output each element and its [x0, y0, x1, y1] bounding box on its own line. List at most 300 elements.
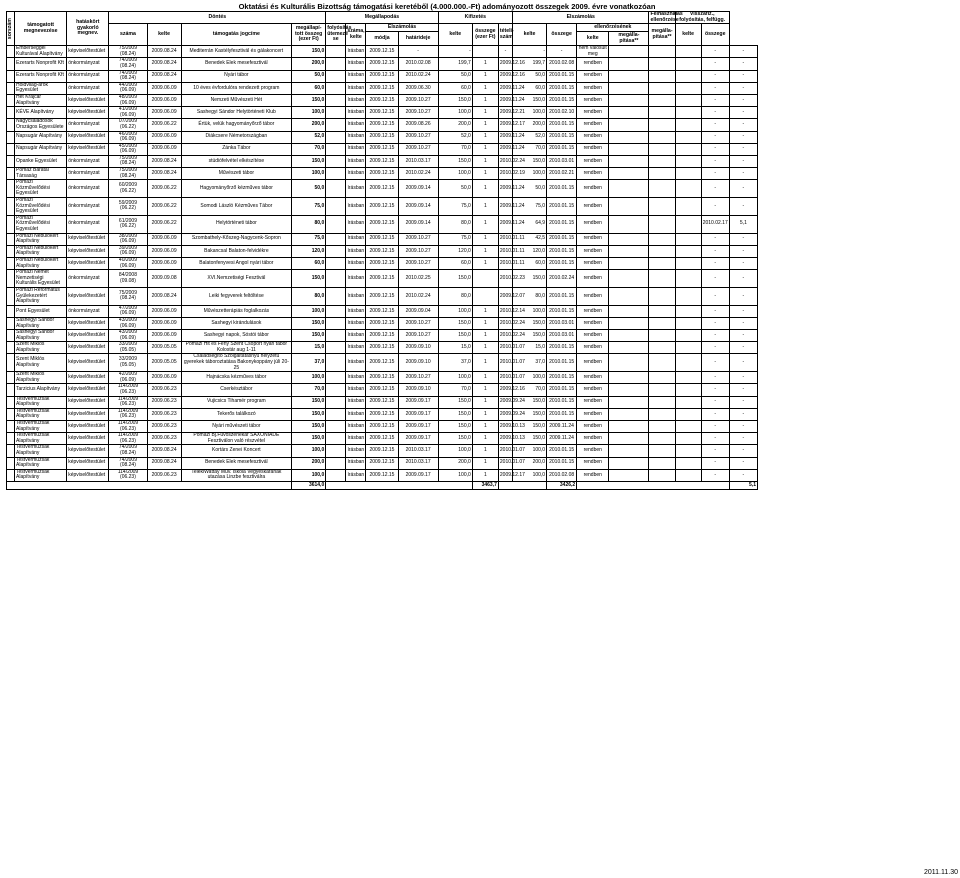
table-row	[7, 168, 758, 180]
item-count: 1	[472, 408, 498, 420]
header-kelte: kelte	[147, 24, 181, 46]
empty-cell	[675, 180, 701, 198]
disbursement-schedule	[326, 119, 346, 131]
control-date: 2010.01.15	[547, 180, 577, 198]
grantee-name: Pomázi Nebulókért Alapítvány	[15, 233, 67, 245]
authority: önkormányzat	[67, 180, 109, 198]
control-date: 2010.02.10	[547, 107, 577, 119]
disbursement-schedule	[326, 384, 346, 396]
settlement-amount: 150,0	[512, 330, 546, 342]
decision-number: 60/2009 (06.22)	[109, 180, 147, 198]
return-date: -	[701, 330, 729, 342]
settlement-amount: 52,0	[512, 131, 546, 143]
granted-amount: 100,0	[292, 469, 326, 481]
grant-purpose: Pomázi Hit és Fény Szent Csoport nyári tábor Kolostár aug 1-11	[181, 342, 291, 354]
control-date: 2010.03.01	[547, 155, 577, 167]
decision-date: 2009.06.09	[147, 372, 181, 384]
decision-date: 2009.06.23	[147, 469, 181, 481]
settlement-deadline: 2009.12.15	[366, 198, 398, 216]
empty-cell	[649, 457, 675, 469]
decision-number: 75/2009 (08.24)	[109, 168, 147, 180]
settlement-date: 2009.12.16	[498, 70, 512, 82]
control-date: 2010.01.15	[547, 287, 577, 305]
empty-cell	[675, 82, 701, 94]
payment-amount: 100,0	[438, 107, 472, 119]
return-amount: -	[729, 94, 757, 106]
header-megallapitott: megállapí-tott összeg (ezer Ft)	[292, 24, 326, 46]
settlement-mode: írásban	[346, 421, 366, 433]
return-amount: -	[729, 287, 757, 305]
granted-amount: 100,0	[292, 168, 326, 180]
empty-cell	[609, 270, 649, 288]
granted-amount: 70,0	[292, 143, 326, 155]
control-date: 2010.01.15	[547, 342, 577, 354]
row-index	[7, 305, 15, 317]
row-index	[7, 421, 15, 433]
payment-date: 2009.09.14	[398, 198, 438, 216]
return-amount: -	[729, 245, 757, 257]
settlement-mode: írásban	[346, 270, 366, 288]
settlement-mode: írásban	[346, 342, 366, 354]
settlement-date: 2010.01.11	[498, 245, 512, 257]
payment-amount: 150,0	[438, 270, 472, 288]
settlement-deadline: 2009.12.15	[366, 421, 398, 433]
control-finding: rendben	[577, 396, 609, 408]
decision-number: 61/2009 (06.22)	[109, 215, 147, 233]
grant-purpose: Hagyományőrző kézműves tábor	[181, 180, 291, 198]
empty-cell	[649, 58, 675, 70]
grantee-name: Pomázi Közművelődési Egyesület	[15, 198, 67, 216]
decision-number: 74/2009 (08.24)	[109, 445, 147, 457]
authority: képviselőtestület	[67, 372, 109, 384]
control-finding: rendben	[577, 82, 609, 94]
table-row	[7, 396, 758, 408]
table-row	[7, 215, 758, 233]
table-row	[7, 245, 758, 257]
settlement-amount: 150,0	[512, 396, 546, 408]
return-date: -	[701, 396, 729, 408]
grantee-name: Opanke Egyesület	[15, 155, 67, 167]
empty-cell	[675, 287, 701, 305]
disbursement-schedule	[326, 215, 346, 233]
settlement-mode: írásban	[346, 445, 366, 457]
settlement-amount: 150,0	[512, 94, 546, 106]
grant-purpose: Nyári tábor	[181, 70, 291, 82]
settlement-mode: írásban	[346, 433, 366, 445]
empty-cell	[675, 233, 701, 245]
item-count: 1	[472, 58, 498, 70]
decision-date: 2009.08.24	[147, 445, 181, 457]
table-row	[7, 198, 758, 216]
grant-purpose: Kortárs Zenei Koncert	[181, 445, 291, 457]
return-amount: 5,1	[729, 215, 757, 233]
authority: képviselőtestület	[67, 408, 109, 420]
control-date: 2010.01.15	[547, 408, 577, 420]
disbursement-schedule	[326, 58, 346, 70]
decision-number: 75/2009 (08.24)	[109, 46, 147, 58]
settlement-amount: 150,0	[512, 408, 546, 420]
empty-cell	[649, 46, 675, 58]
settlement-date: 2010.01.11	[498, 257, 512, 269]
disbursement-schedule	[326, 305, 346, 317]
granted-amount: 150,0	[292, 396, 326, 408]
header-elsz-kelte: kelte	[512, 24, 546, 46]
settlement-mode: írásban	[346, 457, 366, 469]
grantee-name: Testvérmúzsák Alapítvány	[15, 421, 67, 433]
settlement-mode: írásban	[346, 155, 366, 167]
control-date: -	[547, 46, 577, 58]
decision-number: 45/2009 (06.09)	[109, 143, 147, 155]
settlement-date: 2010.01.07	[498, 445, 512, 457]
decision-number: 33/2009 (05.05)	[109, 354, 147, 372]
empty-cell	[675, 58, 701, 70]
return-amount: -	[729, 107, 757, 119]
settlement-date: 2010.02.19	[498, 168, 512, 180]
empty-cell	[649, 396, 675, 408]
grant-purpose: TelekiWattay Műv. Iskola Vegyeskarának utazása Linzbe fesztiválra	[181, 469, 291, 481]
total-settled: 3426,2	[547, 481, 577, 489]
header-fel-megall: megálla- pítása**	[649, 24, 675, 46]
granted-amount: 150,0	[292, 94, 326, 106]
settlement-amount: 60,0	[512, 82, 546, 94]
control-date: 2010.01.15	[547, 143, 577, 155]
settlement-mode: írásban	[346, 107, 366, 119]
settlement-amount: 70,0	[512, 384, 546, 396]
return-amount: -	[729, 58, 757, 70]
control-finding: rendben	[577, 215, 609, 233]
grantee-name: Pomázi Nebulókért Alapítvány	[15, 257, 67, 269]
empty-cell	[675, 215, 701, 233]
decision-date: 2009.06.09	[147, 305, 181, 317]
decision-number: 84/2008 (09.08)	[109, 270, 147, 288]
row-index	[7, 457, 15, 469]
payment-amount: 150,0	[438, 396, 472, 408]
grants-table	[6, 11, 758, 490]
table-row	[7, 408, 758, 420]
settlement-amount: 60,0	[512, 257, 546, 269]
row-index	[7, 215, 15, 233]
control-finding: rendben	[577, 143, 609, 155]
row-index	[7, 58, 15, 70]
table-row	[7, 445, 758, 457]
item-count: 1	[472, 119, 498, 131]
payment-amount: 150,0	[438, 94, 472, 106]
decision-number: 74/2009 (08.24)	[109, 58, 147, 70]
settlement-deadline: 2009.12.15	[366, 433, 398, 445]
grant-purpose: Családsegítő Szolgáltatásnyú helyzetű gyerekek táboroztatása Bakonykoppány júli 20-25	[181, 354, 291, 372]
table-row	[7, 342, 758, 354]
empty-cell	[675, 433, 701, 445]
row-index	[7, 408, 15, 420]
row-index	[7, 198, 15, 216]
settlement-deadline: 2009.12.15	[366, 82, 398, 94]
header-vissza-kelte: kelte	[675, 24, 701, 46]
settlement-mode: írásban	[346, 131, 366, 143]
settlement-mode: írásban	[346, 143, 366, 155]
item-count: 1	[472, 107, 498, 119]
empty-cell	[609, 58, 649, 70]
return-amount: -	[729, 433, 757, 445]
settlement-date: 2009.10.13	[498, 433, 512, 445]
settlement-amount: 100,0	[512, 107, 546, 119]
settlement-amount: 150,0	[512, 317, 546, 329]
settlement-date: 2009.09.24	[498, 396, 512, 408]
control-finding: rendben	[577, 342, 609, 354]
row-index	[7, 469, 15, 481]
grantee-name: Sashegyi Sándor Alapítvány	[15, 317, 67, 329]
empty-cell	[675, 330, 701, 342]
return-amount: -	[729, 46, 757, 58]
settlement-amount: 100,0	[512, 372, 546, 384]
table-row	[7, 46, 758, 58]
grantee-name: Testvérmúzsák Alapítvány	[15, 433, 67, 445]
row-index	[7, 372, 15, 384]
empty-cell	[675, 305, 701, 317]
settlement-deadline: 2009.12.15	[366, 180, 398, 198]
payment-amount: -	[438, 46, 472, 58]
payment-amount: 150,0	[438, 317, 472, 329]
grant-purpose: Tekerős találkozó	[181, 408, 291, 420]
control-finding: rendben	[577, 180, 609, 198]
granted-amount: 100,0	[292, 372, 326, 384]
settlement-deadline: 2009.12.15	[366, 317, 398, 329]
return-date: -	[701, 143, 729, 155]
settlement-date: 2009.12.07	[498, 287, 512, 305]
control-finding: rendben	[577, 469, 609, 481]
settlement-amount: 100,0	[512, 168, 546, 180]
table-row	[7, 257, 758, 269]
decision-number: 43/2009 (06.09)	[109, 330, 147, 342]
control-finding: rendben	[577, 70, 609, 82]
control-finding: rendben	[577, 270, 609, 288]
payment-amount: 150,0	[438, 330, 472, 342]
control-finding: rendben	[577, 58, 609, 70]
payment-date: 2009.10.27	[398, 257, 438, 269]
payment-amount: 100,0	[438, 372, 472, 384]
return-date: -	[701, 257, 729, 269]
grant-purpose: Diákcsere Németországban	[181, 131, 291, 143]
decision-date: 2009.08.24	[147, 155, 181, 167]
settlement-amount: 50,0	[512, 180, 546, 198]
settlement-mode: írásban	[346, 46, 366, 58]
settlement-amount: 80,0	[512, 287, 546, 305]
empty-cell	[609, 215, 649, 233]
payment-amount: 200,0	[438, 457, 472, 469]
settlement-mode: írásban	[346, 198, 366, 216]
row-index	[7, 384, 15, 396]
payment-amount: 75,0	[438, 198, 472, 216]
settlement-mode: írásban	[346, 372, 366, 384]
settlement-date: 2010.02.24	[498, 317, 512, 329]
empty-cell	[649, 445, 675, 457]
grantee-name: Napsugár Alapítvány	[15, 143, 67, 155]
disbursement-schedule	[326, 287, 346, 305]
authority: képviselőtestület	[67, 46, 109, 58]
payment-date: 2009.10.27	[398, 131, 438, 143]
header-dontes: Döntés	[109, 12, 326, 24]
decision-date: 2009.08.24	[147, 287, 181, 305]
settlement-mode: írásban	[346, 245, 366, 257]
payment-date: 2009.10.27	[398, 330, 438, 342]
payment-amount: 60,0	[438, 82, 472, 94]
empty-cell	[649, 168, 675, 180]
disbursement-schedule	[326, 107, 346, 119]
grantee-name: Testvérmúzsák Alapítvány	[15, 457, 67, 469]
settlement-date: 2009.10.13	[498, 421, 512, 433]
settlement-amount: 100,0	[512, 469, 546, 481]
row-index	[7, 233, 15, 245]
empty-cell	[609, 457, 649, 469]
item-count: 1	[472, 82, 498, 94]
disbursement-schedule	[326, 330, 346, 342]
settlement-deadline: 2009.12.15	[366, 469, 398, 481]
header-kifizetes: Kifizetés	[438, 12, 512, 24]
granted-amount: 120,0	[292, 245, 326, 257]
return-amount: -	[729, 233, 757, 245]
control-date: 2010.01.15	[547, 215, 577, 233]
grantee-name: Testvérmúzsák Alapítvány	[15, 396, 67, 408]
settlement-mode: írásban	[346, 58, 366, 70]
disbursement-schedule	[326, 469, 346, 481]
payment-date: 2009.09.17	[398, 433, 438, 445]
payment-date: 2009.10.27	[398, 233, 438, 245]
settlement-date: 2009.12.21	[498, 107, 512, 119]
return-date: -	[701, 445, 729, 457]
decision-date: 2009.06.09	[147, 94, 181, 106]
return-amount: -	[729, 305, 757, 317]
empty-cell	[609, 342, 649, 354]
grantee-name: Szent Miklós Alapítvány	[15, 342, 67, 354]
settlement-deadline: 2009.12.15	[366, 342, 398, 354]
empty-cell	[609, 107, 649, 119]
decision-date: 2009.06.23	[147, 384, 181, 396]
empty-cell	[675, 384, 701, 396]
header-hatarideje: határideje	[398, 32, 438, 46]
return-amount: -	[729, 354, 757, 372]
disbursement-schedule	[326, 245, 346, 257]
payment-amount: 75,0	[438, 233, 472, 245]
item-count: 1	[472, 396, 498, 408]
total-amount: 3614,0	[292, 481, 326, 489]
grant-purpose: Balatonfenyvesi Angol nyári tábor	[181, 257, 291, 269]
return-amount: -	[729, 180, 757, 198]
authority: képviselőtestület	[67, 317, 109, 329]
payment-amount: 70,0	[438, 384, 472, 396]
empty-cell	[649, 317, 675, 329]
control-finding: rendben	[577, 384, 609, 396]
header-osszege: összege (ezer Ft)	[472, 24, 498, 46]
settlement-deadline: 2009.12.15	[366, 107, 398, 119]
header-megallapodas: Megállapodás	[326, 12, 438, 24]
disbursement-schedule	[326, 233, 346, 245]
settlement-amount: 37,0	[512, 354, 546, 372]
settlement-date: 2009.12.16	[498, 384, 512, 396]
empty-cell	[649, 287, 675, 305]
payment-date: 2009.09.17	[398, 469, 438, 481]
settlement-mode: írásban	[346, 305, 366, 317]
empty-cell	[609, 257, 649, 269]
settlement-date: 2009.11.24	[498, 198, 512, 216]
grant-purpose: XVI.Nemzetiségi Fesztivál	[181, 270, 291, 288]
settlement-date: 2009.11.24	[498, 215, 512, 233]
item-count: 1	[472, 143, 498, 155]
empty-cell	[609, 317, 649, 329]
return-date: -	[701, 317, 729, 329]
disbursement-schedule	[326, 433, 346, 445]
table-row	[7, 287, 758, 305]
control-finding: nem valósult meg	[577, 46, 609, 58]
decision-date: 2009.06.23	[147, 433, 181, 445]
control-finding: rendben	[577, 107, 609, 119]
authority: képviselőtestület	[67, 421, 109, 433]
empty-cell	[609, 384, 649, 396]
item-count: 1	[472, 305, 498, 317]
total-paid: 3463,7	[472, 481, 498, 489]
decision-number: 43/2009 (06.09)	[109, 317, 147, 329]
item-count: 1	[472, 155, 498, 167]
empty-cell	[675, 317, 701, 329]
grantee-name: Testvérmúzsák Alapítvány	[15, 445, 67, 457]
settlement-date: 2009.11.24	[498, 180, 512, 198]
authority: képviselőtestület	[67, 94, 109, 106]
control-date: 2010.01.15	[547, 233, 577, 245]
payment-date: 2009.10.27	[398, 107, 438, 119]
authority: önkormányzat	[67, 119, 109, 131]
granted-amount: 80,0	[292, 287, 326, 305]
item-count: 1	[472, 168, 498, 180]
return-date: -	[701, 70, 729, 82]
decision-date: 2009.08.24	[147, 168, 181, 180]
disbursement-schedule	[326, 421, 346, 433]
settlement-deadline: 2009.12.15	[366, 287, 398, 305]
disbursement-schedule	[326, 396, 346, 408]
grant-purpose: Szombathely-Kőszeg-Nagycenk-Sopron	[181, 233, 291, 245]
settlement-mode: írásban	[346, 317, 366, 329]
empty-cell	[675, 457, 701, 469]
settlement-deadline: 2009.12.15	[366, 168, 398, 180]
settlement-amount: 75,0	[512, 198, 546, 216]
decision-date: 2009.05.05	[147, 354, 181, 372]
return-date: -	[701, 372, 729, 384]
payment-date: 2010.02.08	[398, 58, 438, 70]
authority: képviselőtestület	[67, 469, 109, 481]
empty-cell	[649, 270, 675, 288]
authority: önkormányzat	[67, 270, 109, 288]
control-finding: rendben	[577, 317, 609, 329]
decision-number: 75/2009 (08.24)	[109, 155, 147, 167]
empty-cell	[649, 408, 675, 420]
granted-amount: 150,0	[292, 270, 326, 288]
grant-purpose: Pomázi Bj.Fúvószenekar SAXONIADE Fesztiválon való részvétel	[181, 433, 291, 445]
decision-date: 2009.06.09	[147, 143, 181, 155]
settlement-date: 2010.02.24	[498, 330, 512, 342]
item-count	[472, 46, 498, 58]
authority: képviselőtestület	[67, 433, 109, 445]
table-row	[7, 143, 758, 155]
row-index	[7, 270, 15, 288]
settlement-deadline: 2009.12.15	[366, 270, 398, 288]
grantee-name: Emberséggel Kulturával Alapítvány	[15, 46, 67, 58]
totals-row	[7, 481, 758, 489]
empty-cell	[649, 119, 675, 131]
return-date: -	[701, 119, 729, 131]
settlement-date: 2009.12.16	[498, 58, 512, 70]
empty-cell	[649, 421, 675, 433]
settlement-amount: 199,7	[512, 58, 546, 70]
authority: képviselőtestület	[67, 445, 109, 457]
control-date: 2010.01.15	[547, 372, 577, 384]
empty-cell	[675, 143, 701, 155]
